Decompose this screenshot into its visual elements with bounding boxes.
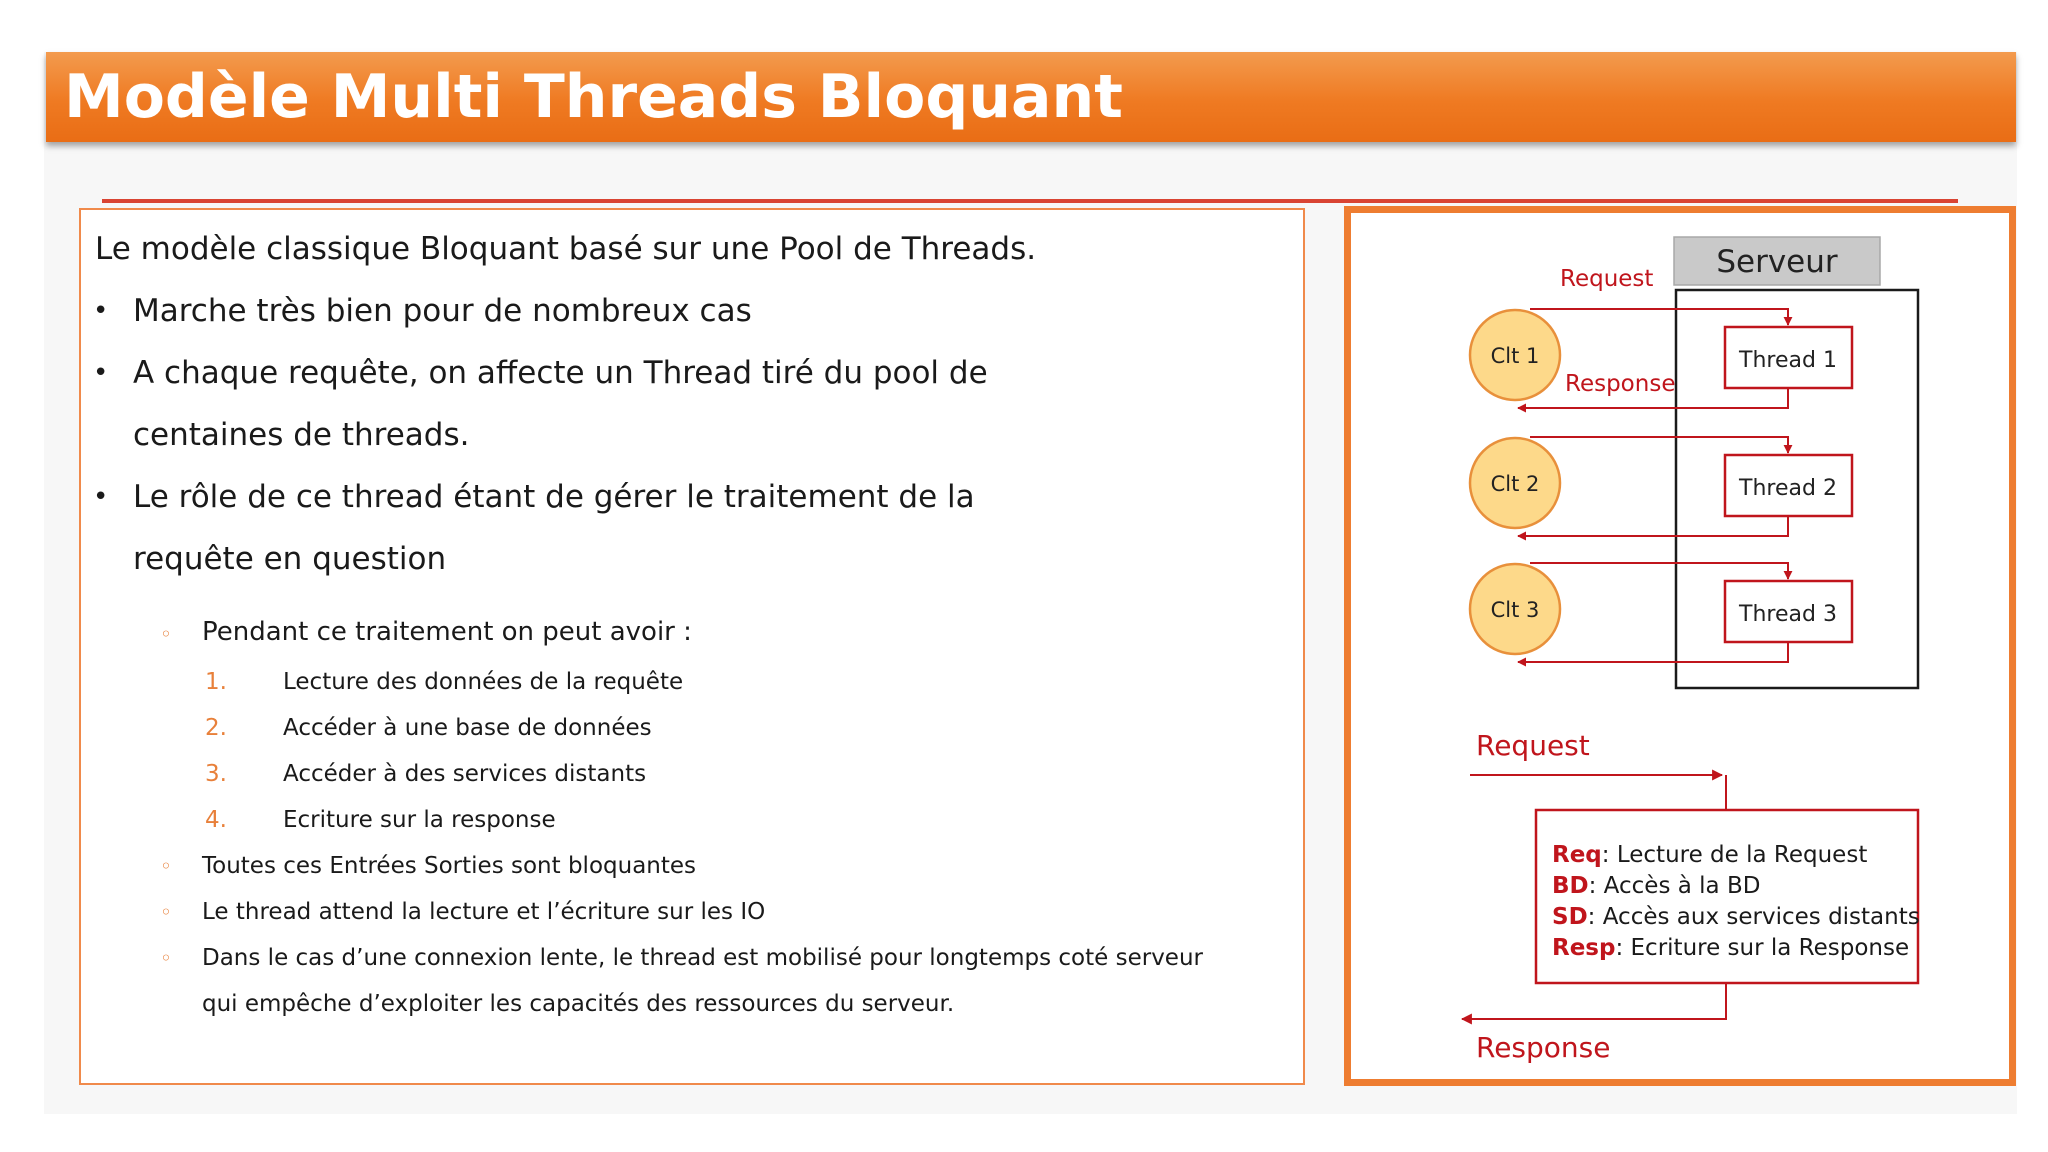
client-label: Clt 3: [1490, 598, 1540, 622]
numbered-item: Accéder à une base de données: [283, 715, 652, 741]
sub-bullet-marker: ◦: [160, 854, 172, 878]
step-text: : Lecture de la Request: [1601, 842, 1868, 868]
list-number: 4.: [205, 807, 227, 833]
numbered-item: Lecture des données de la requête: [283, 669, 684, 695]
sub-bullet-marker: ◦: [160, 900, 172, 924]
request-arrow: [1530, 437, 1788, 453]
list-number: 3.: [205, 761, 227, 787]
step-key: SD: [1552, 904, 1588, 930]
processing-step: [1552, 873, 1760, 899]
bullet-item-continued: centaines de threads.: [133, 417, 470, 453]
step-key: BD: [1552, 873, 1589, 899]
detail-response-arrow: [1462, 983, 1726, 1019]
thread-box: [1725, 581, 1852, 642]
request-arrow: [1530, 309, 1788, 325]
processing-step: [1552, 904, 1920, 930]
bullet-marker: •: [93, 358, 109, 388]
detail-request-label: Request: [1476, 729, 1590, 762]
bullet-item-continued: requête en question: [133, 541, 447, 577]
slide-title: Modèle Multi Threads Bloquant: [64, 62, 1123, 132]
client-label: Clt 1: [1490, 344, 1540, 368]
sub-bullet-item: Toutes ces Entrées Sorties sont bloquantes: [202, 853, 697, 879]
thread-box: [1725, 327, 1852, 388]
sub-bullet-item: Pendant ce traitement on peut avoir :: [202, 617, 692, 647]
numbered-item: Ecriture sur la response: [283, 807, 556, 833]
request-label: Request: [1560, 266, 1654, 292]
list-number: 1.: [205, 669, 227, 695]
sub-bullet-item-continued: qui empêche d’exploiter les capacités des ressources du serveur.: [202, 991, 955, 1017]
step-text: : Accès aux services distants: [1587, 904, 1920, 930]
step-key: Resp: [1552, 935, 1616, 961]
server-label: Serveur: [1716, 244, 1838, 280]
sub-bullet-marker: ◦: [160, 946, 172, 970]
thread-box: [1725, 455, 1852, 516]
thread-label: Thread 2: [1739, 476, 1837, 501]
request-arrow: [1530, 563, 1788, 579]
thread-label: Thread 1: [1739, 348, 1837, 373]
bullet-marker: •: [93, 482, 109, 512]
detail-response-label: Response: [1476, 1031, 1611, 1064]
sub-bullet-marker: ◦: [160, 622, 172, 646]
numbered-item: Accéder à des services distants: [283, 761, 647, 787]
step-text: : Ecriture sur la Response: [1615, 935, 1910, 961]
sub-bullet-item: Le thread attend la lecture et l’écriture sur les IO: [202, 899, 766, 925]
client-node: [1470, 564, 1560, 654]
bullet-item: Le rôle de ce thread étant de gérer le traitement de la: [133, 479, 975, 515]
bullet-marker: •: [93, 296, 109, 326]
sub-bullet-item: Dans le cas d’une connexion lente, le thread est mobilisé pour longtemps coté serveur: [202, 945, 1203, 971]
thread-label: Thread 3: [1739, 602, 1837, 627]
list-number: 2.: [205, 715, 227, 741]
bullet-item: A chaque requête, on affecte un Thread tiré du pool de: [133, 355, 988, 391]
client-label: Clt 2: [1490, 472, 1540, 496]
processing-step: [1552, 842, 1867, 868]
response-label: Response: [1565, 371, 1676, 397]
client-node: [1470, 438, 1560, 528]
bullet-item: Marche très bien pour de nombreux cas: [133, 293, 752, 329]
step-key: Req: [1552, 842, 1602, 868]
processing-step: [1552, 935, 1909, 961]
response-arrow: [1518, 642, 1788, 662]
client-node: [1470, 310, 1560, 400]
intro-text: Le modèle classique Bloquant basé sur une Pool de Threads.: [95, 231, 1037, 267]
response-arrow: [1518, 516, 1788, 536]
step-text: : Accès à la BD: [1588, 873, 1761, 899]
